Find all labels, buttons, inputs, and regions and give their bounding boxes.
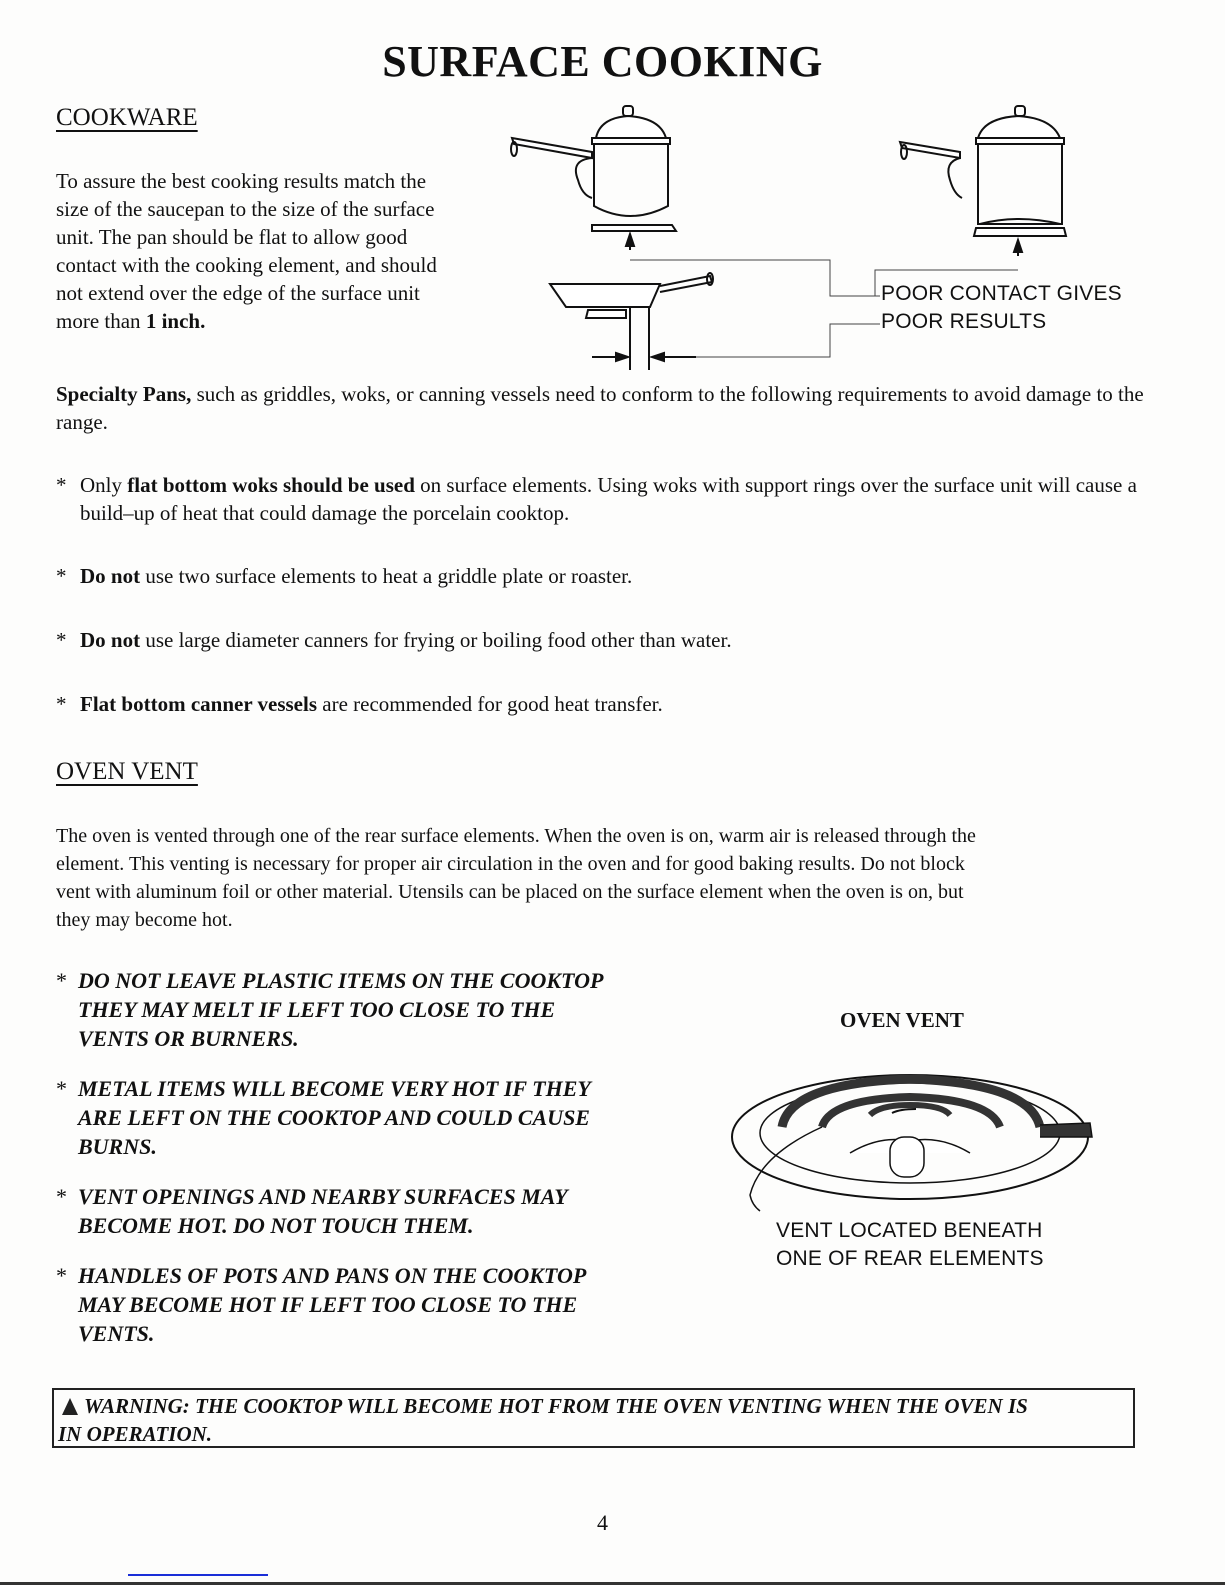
specialty-bullet-item [56,690,1146,718]
oven-vent-paragraph [56,822,1166,934]
bullet-star: * [56,473,67,497]
cookware-intro [56,167,486,335]
specialty-bullet-item [56,562,1146,590]
caution-bullet-item [56,1182,676,1240]
cookware-intro-line [56,307,486,335]
oven-vent-line: they may become hot. [56,909,233,931]
caution-line: VENTS OR BURNERS. [78,1026,299,1051]
caution-line: HANDLES OF POTS AND PANS ON THE COOKTOP [78,1263,587,1288]
poor-contact-label-line2: POOR RESULTS [881,310,1047,333]
specialty-lead-bold: Specialty Pans, [56,382,192,406]
specialty-bullet-item [56,471,1146,527]
specialty-pans-paragraph [56,380,1146,436]
warning-line2: IN OPERATION. [58,1422,213,1446]
caution-bullet-item [56,966,676,1053]
caution-line: VENTS. [78,1321,155,1346]
caution-line: BURNS. [78,1134,157,1159]
bullet-star: * [56,564,67,588]
warning-line1 [58,1392,1129,1420]
caution-line: VENT OPENINGS AND NEARBY SURFACES MAY [78,1184,568,1209]
bullet-text: use two surface elements to heat a griddle plate or roaster. [140,564,633,588]
surface-element-coil-icon [730,1065,1100,1235]
saucepan-rounded-bottom-icon [511,106,676,250]
cookware-intro-line: not extend over the edge of the surface unit [56,281,420,305]
bullet-star: * [56,1184,67,1209]
caution-line: ARE LEFT ON THE COOKTOP AND COULD CAUSE [78,1105,590,1130]
specialty-bullet-list [56,471,1146,718]
caution-line: MAY BECOME HOT IF LEFT TOO CLOSE TO THE [78,1292,578,1317]
warning-triangle-icon [62,1398,78,1415]
bullet-text: use large diameter canners for frying or boiling food other than water. [140,628,732,652]
link-underline [128,1574,268,1576]
intro-bold-text: 1 inch. [145,309,206,333]
oven-vent-line: vent with aluminum foil or other material. Utensils can be placed on the surface element when the oven is on, but [56,881,964,903]
bullet-text: are recommended for good heat transfer. [317,692,663,716]
caution-bullet-list [56,966,676,1348]
poor-contact-label-line1: POOR CONTACT GIVES [881,282,1122,305]
bullet-star: * [56,1076,67,1101]
specialty-lead-text: such as griddles, woks, or canning vessels need to conform to the following requirements to avoid damage to the range. [56,382,1144,434]
caution-line: METAL ITEMS WILL BECOME VERY HOT IF THEY [78,1076,591,1101]
caution-bullet-item [56,1074,676,1161]
bullet-text: on surface elements. Using woks with support rings over the surface unit will cause a build–up of heat that could damage the porcelain cooktop. [80,473,1137,525]
bullet-star: * [56,692,67,716]
bullet-text: Only [80,473,128,497]
cookware-intro-line: To assure the best cooking results match the [56,169,427,193]
caution-line: DO NOT LEAVE PLASTIC ITEMS ON THE COOKTOP [78,968,604,993]
caution-bullet-item [56,1261,676,1348]
bullet-bold-text: flat bottom woks should be used [127,473,415,497]
cookware-intro-line: unit. The pan should be flat to allow good [56,225,408,249]
vent-illustration [730,1065,1100,1235]
frying-pan-oversized-icon [550,273,713,370]
pan-contact-diagram-icon [500,100,1180,370]
cookware-intro-line: contact with the cooking element, and should [56,253,437,277]
intro-text: more than [56,309,146,333]
warning-text: WARNING: THE COOKTOP WILL BECOME HOT FROM THE OVEN VENTING WHEN THE OVEN IS [84,1394,1028,1418]
vent-caption-line2: ONE OF REAR ELEMENTS [776,1247,1044,1270]
bullet-bold-text: Flat bottom canner vessels [80,692,317,716]
page-number: 4 [597,1510,608,1535]
cookware-heading: COOKWARE [56,104,198,131]
vent-figure-title: OVEN VENT [840,1008,964,1032]
cookware-intro-line: size of the saucepan to the size of the surface [56,197,435,221]
bullet-bold-text: Do not [80,564,141,588]
warning-box [52,1388,1135,1448]
caution-line: THEY MAY MELT IF LEFT TOO CLOSE TO THE [78,997,556,1022]
specialty-bullet-item [56,626,1146,654]
oven-vent-heading: OVEN VENT [56,758,198,785]
bullet-star: * [56,628,67,652]
cookware-illustration [500,100,1180,370]
oven-vent-line: element. This venting is necessary for proper air circulation in the oven and for good baking results. Do not block [56,853,965,875]
oven-vent-line: The oven is vented through one of the rear surface elements. When the oven is on, warm air is released through the [56,825,976,847]
vent-caption-line1: VENT LOCATED BENEATH [776,1219,1043,1242]
bullet-star: * [56,968,67,993]
bullet-star: * [56,1263,67,1288]
page-title: SURFACE COOKING [382,37,823,86]
caution-line: BECOME HOT. DO NOT TOUCH THEM. [78,1213,474,1238]
bullet-bold-text: Do not [80,628,141,652]
saucepan-warped-bottom-icon [900,106,1066,256]
